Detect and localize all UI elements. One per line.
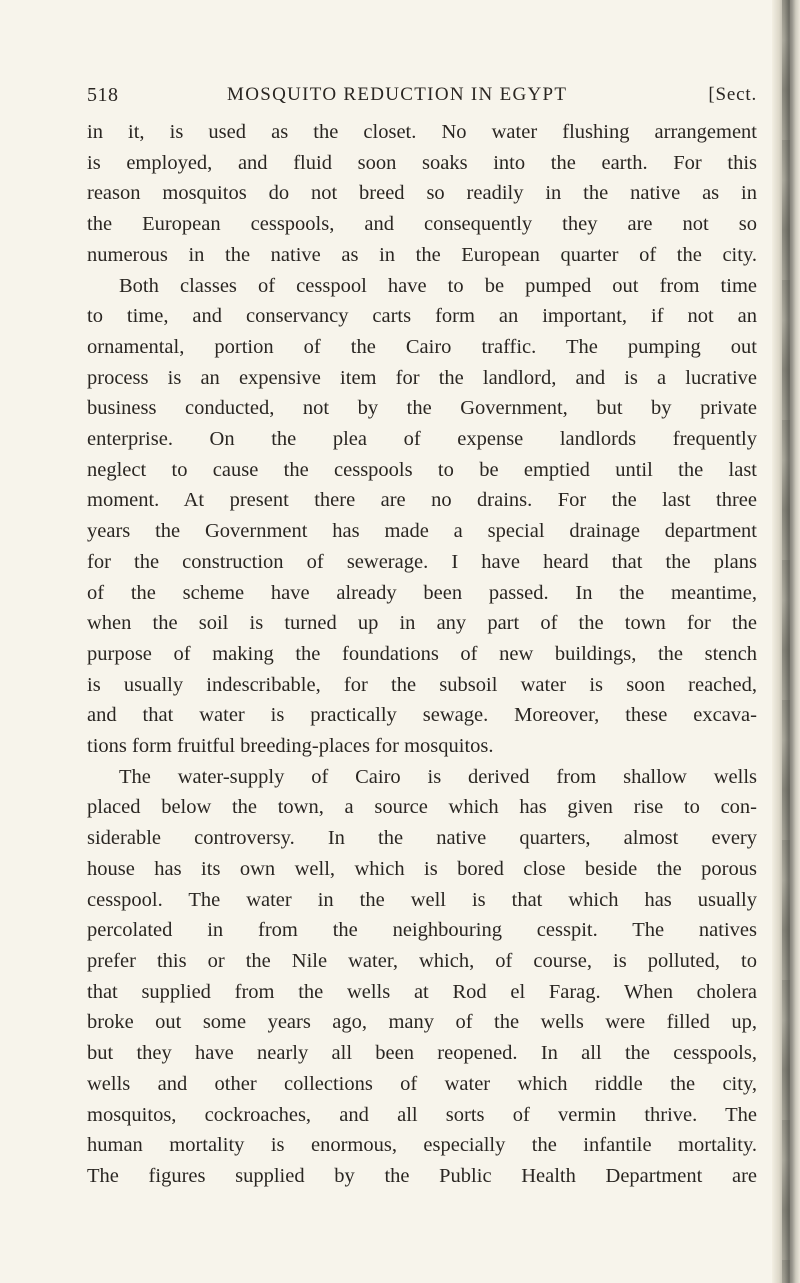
text-line: house has its own well, which is bored close beside the porous bbox=[87, 857, 757, 880]
text-line: numerous in the native as in the European quarter of the city. bbox=[87, 243, 757, 266]
text-line: reason mosquitos do not breed so readily in the native as in bbox=[87, 182, 757, 205]
text-line: and that water is practically sewage. Moreover, these excava- bbox=[87, 704, 757, 727]
text-line: prefer this or the Nile water, which, of course, is polluted, to bbox=[87, 949, 757, 972]
text-line: enterprise. On the plea of expense landlords frequently bbox=[87, 428, 757, 451]
text-line: human mortality is enormous, especially the infantile mortality. bbox=[87, 1134, 757, 1157]
text-line: ornamental, portion of the Cairo traffic. The pumping out bbox=[87, 335, 757, 358]
text-line: in it, is used as the closet. No water flushing arrangement bbox=[87, 121, 757, 143]
text-line: process is an expensive item for the landlord, and is a lucrative bbox=[87, 366, 757, 389]
text-line: siderable controversy. In the native quarters, almost every bbox=[87, 827, 757, 850]
text-line: cesspool. The water in the well is that which has usually bbox=[87, 888, 757, 911]
text-line: wells and other collections of water which riddle the city, bbox=[87, 1072, 757, 1095]
text-line: when the soil is turned up in any part of the town for the bbox=[87, 612, 757, 635]
text-line: that supplied from the wells at Rod el Farag. When cholera bbox=[87, 980, 757, 1003]
text-line: is usually indescribable, for the subsoil water is soon reached, bbox=[87, 673, 757, 696]
page-edge-texture bbox=[782, 0, 790, 1283]
text-line: placed below the town, a source which has given rise to con- bbox=[87, 796, 757, 819]
text-line: the European cesspools, and consequently they are not so bbox=[87, 213, 757, 236]
text-line: to time, and conservancy carts form an important, if not an bbox=[87, 305, 757, 328]
text-line: mosquitos, cockroaches, and all sorts of vermin thrive. The bbox=[87, 1103, 757, 1126]
running-title: MOSQUITO REDUCTION IN EGYPT bbox=[227, 84, 568, 105]
text-line: The water-supply of Cairo is derived from shallow wells bbox=[119, 765, 757, 788]
text-line: moment. At present there are no drains. For the last three bbox=[87, 489, 757, 512]
page-number: 518 bbox=[87, 84, 119, 106]
text-line: neglect to cause the cesspools to be emptied until the last bbox=[87, 458, 757, 481]
text-line: for the construction of sewerage. I have heard that the plans bbox=[87, 550, 757, 573]
text-line: years the Government has made a special drainage department bbox=[87, 520, 757, 543]
text-line: purpose of making the foundations of new buildings, the stench bbox=[87, 642, 757, 665]
text-line: of the scheme have already been passed. In the meantime, bbox=[87, 581, 757, 604]
text-line: is employed, and fluid soon soaks into the earth. For this bbox=[87, 151, 757, 174]
text-line: percolated in from the neighbouring cesspit. The natives bbox=[87, 919, 757, 942]
text-line: tions form fruitful breeding-places for mosquitos. bbox=[87, 735, 494, 758]
text-line: business conducted, not by the Government, but by private bbox=[87, 397, 757, 420]
running-head bbox=[87, 84, 757, 114]
text-line: but they have nearly all been reopened. In all the cesspools, bbox=[87, 1042, 757, 1065]
text-line: broke out some years ago, many of the wells were filled up, bbox=[87, 1011, 757, 1034]
text-line: The figures supplied by the Public Health Department are bbox=[87, 1164, 757, 1187]
section-marker: [Sect. bbox=[708, 84, 757, 105]
text-line: Both classes of cesspool have to be pumped out from time bbox=[119, 274, 757, 297]
body-text bbox=[87, 117, 757, 1192]
